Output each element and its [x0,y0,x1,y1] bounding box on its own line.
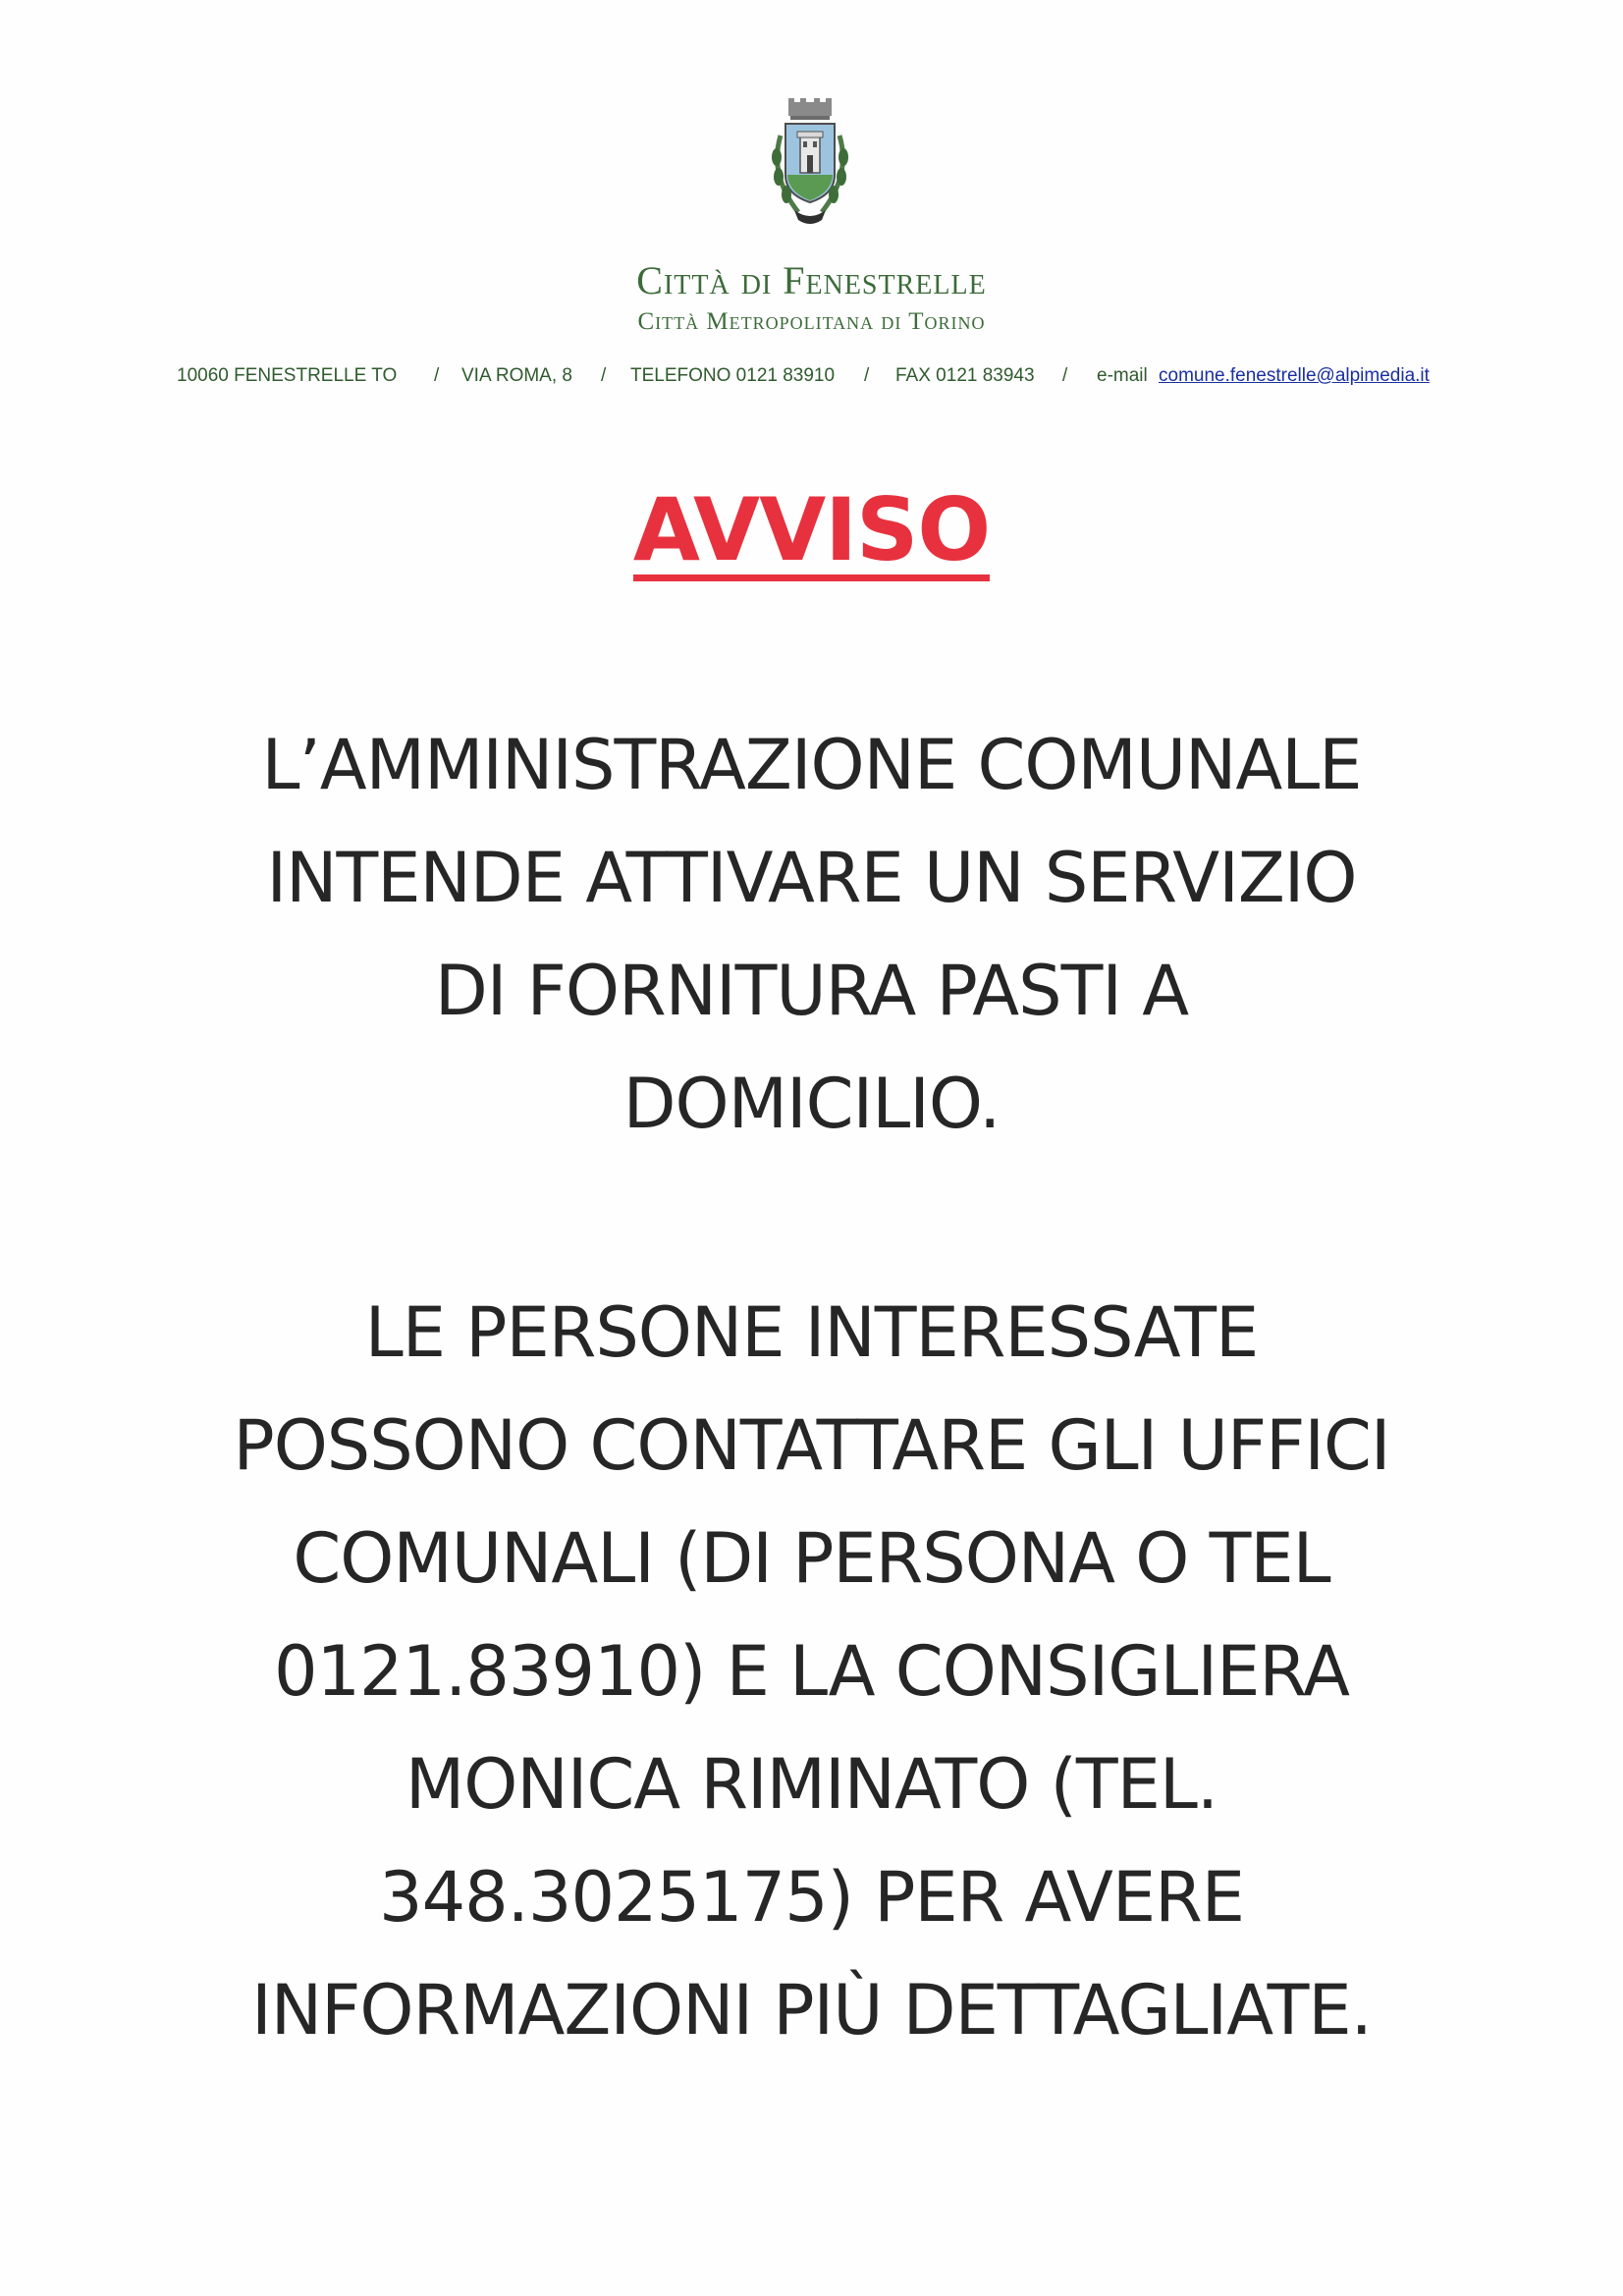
separator: / [434,365,440,386]
paragraph-line: 348.3025175) PER AVERE [379,1857,1244,1938]
paragraph-line: INFORMAZIONI PIÙ DETTAGLIATE. [251,1970,1372,2050]
separator: / [864,365,870,386]
street-address: VIA ROMA, 8 [461,365,572,386]
notice-paragraph-1 [98,709,1525,1161]
paragraph-line: LE PERSONE INTERESSATE [364,1292,1259,1373]
notice-title [0,481,1623,581]
fax-number: FAX 0121 83943 [895,365,1035,386]
contact-info-line [177,361,1453,391]
separator: / [601,365,607,386]
paragraph-line: POSSONO CONTATTARE GLI UFFICI [233,1405,1390,1486]
phone-number: TELEFONO 0121 83910 [630,365,836,386]
postal-address: 10060 FENESTRELLE TO [177,365,398,386]
city-name-heading: Città di Fenestrelle [636,258,987,302]
paragraph-line: INTENDE ATTIVARE UN SERVIZIO [266,838,1357,918]
paragraph-line: COMUNALI (DI PERSONA O TEL [293,1518,1330,1599]
separator: / [1062,365,1068,386]
email-label: e-mail [1097,365,1148,386]
paragraph-line: DI FORNITURA PASTI A [434,951,1189,1031]
email-link[interactable]: comune.fenestrelle@alpimedia.it [1159,365,1430,386]
paragraph-line: 0121.83910) E LA CONSIGLIERA [273,1631,1350,1712]
paragraph-line: MONICA RIMINATO (TEL. [405,1744,1218,1825]
coat-of-arms-icon [761,96,859,229]
metro-name-subheading: Città Metropolitana di Torino [637,308,986,335]
paragraph-line: L’AMMINISTRAZIONE COMUNALE [261,725,1362,805]
notice-paragraph-2 [98,1277,1525,2067]
notice-title-text: AVVISO [632,479,991,580]
paragraph-line: DOMICILIO. [622,1064,1001,1144]
